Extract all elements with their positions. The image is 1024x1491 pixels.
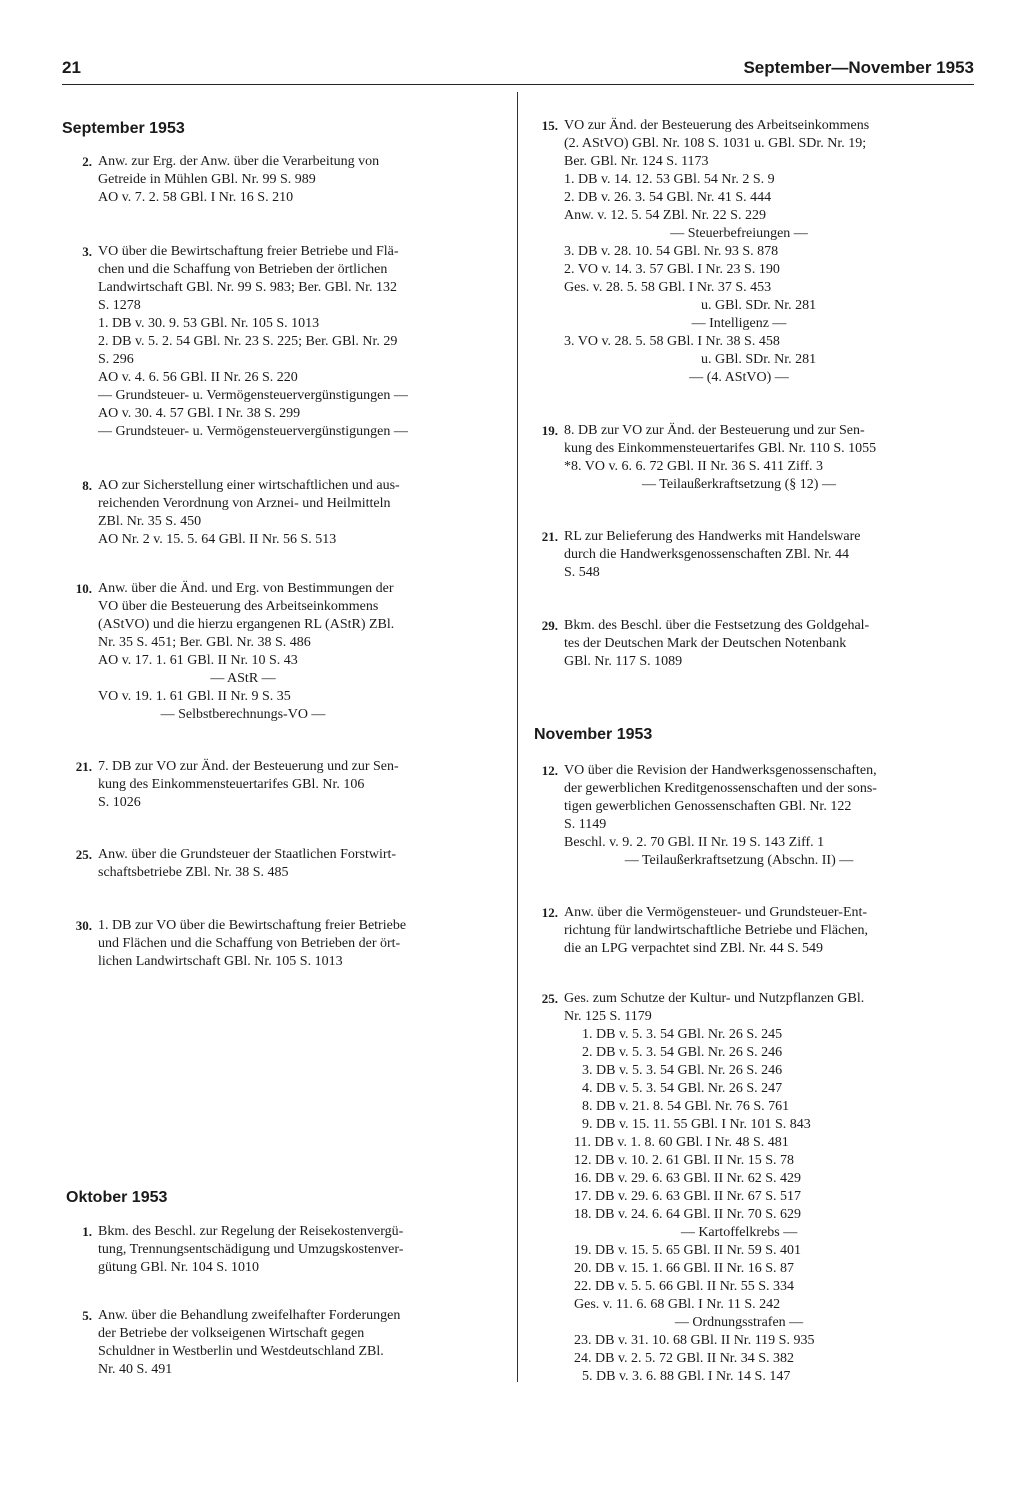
entry-date: 3. (82, 244, 92, 259)
entry-line: 3. DB v. 5. 3. 54 GBl. Nr. 26 S. 246 (582, 1063, 783, 1078)
entry-line: AO v. 17. 1. 61 GBl. II Nr. 10 S. 43 (98, 653, 298, 668)
entry-date: 19. (541, 423, 558, 438)
entry-line: gütung GBl. Nr. 104 S. 1010 (98, 1260, 260, 1275)
entry-line: 1. DB v. 5. 3. 54 GBl. Nr. 26 S. 245 (582, 1027, 783, 1042)
entry-body (98, 1307, 400, 1379)
entry-line: AO zur Sicherstellung einer wirtschaftlichen und aus- (98, 478, 400, 493)
entry-line: Ges. v. 28. 5. 58 GBl. I Nr. 37 S. 453 (564, 280, 772, 295)
entry-line: Bkm. des Beschl. über die Festsetzung des Goldgehal- (564, 618, 870, 633)
entry-line: Anw. v. 12. 5. 54 ZBl. Nr. 22 S. 229 (564, 208, 766, 223)
entry-line: 23. DB v. 31. 10. 68 GBl. II Nr. 119 S. 935 (574, 1333, 815, 1348)
entry-body (98, 1223, 403, 1277)
entry-date: 30. (75, 918, 92, 933)
entry-line: tes der Deutschen Mark der Deutschen Notenbank (564, 636, 847, 651)
entry-line: 18. DB v. 24. 6. 64 GBl. II Nr. 70 S. 629 (574, 1207, 801, 1222)
entry-line: — Selbstberechnungs-VO — (160, 707, 326, 722)
entry-line: — Teilaußerkraftsetzung (Abschn. II) — (624, 853, 854, 868)
entry-line: RL zur Belieferung des Handwerks mit Handelsware (564, 529, 861, 544)
section-title-november: November 1953 (534, 726, 653, 743)
entry-line: 2. VO v. 14. 3. 57 GBl. I Nr. 23 S. 190 (564, 262, 780, 277)
entry-body (564, 990, 914, 1386)
entry-date: 15. (541, 118, 558, 133)
entry-line: Ges. v. 11. 6. 68 GBl. I Nr. 11 S. 242 (574, 1297, 781, 1312)
entry-line: VO zur Änd. der Besteuerung des Arbeitseinkommens (564, 118, 870, 133)
entry-line: Ges. zum Schutze der Kultur- und Nutzpflanzen GBl. (564, 991, 865, 1006)
entry-body (98, 477, 400, 549)
entry-line: lichen Landwirtschaft GBl. Nr. 105 S. 1013 (98, 954, 343, 969)
entry-body (98, 153, 379, 207)
entry-line: 3. VO v. 28. 5. 58 GBl. I Nr. 38 S. 458 (564, 334, 780, 349)
entry-body (98, 580, 394, 724)
entry-date: 8. (82, 478, 92, 493)
entry-line: 22. DB v. 5. 5. 66 GBl. II Nr. 55 S. 334 (574, 1279, 794, 1294)
entry-body (564, 117, 914, 387)
entry-date: 12. (541, 905, 558, 920)
entry-line: der gewerblichen Kreditgenossenschaften und der sons- (564, 781, 877, 796)
entry-line: 20. DB v. 15. 1. 66 GBl. II Nr. 16 S. 87 (574, 1261, 794, 1276)
column-divider (517, 92, 518, 1382)
entry-date: 2. (82, 154, 92, 169)
entry-line: Anw. zur Erg. der Anw. über die Verarbeitung von (98, 154, 380, 169)
page-header (62, 58, 974, 84)
entry-line: AO v. 4. 6. 56 GBl. II Nr. 26 S. 220 (98, 370, 298, 385)
entry-line: VO v. 19. 1. 61 GBl. II Nr. 9 S. 35 (98, 689, 291, 704)
entry-line: 4. DB v. 5. 3. 54 GBl. Nr. 26 S. 247 (582, 1081, 783, 1096)
entry-line: — AStR — (210, 671, 276, 686)
entry-line: Beschl. v. 9. 2. 70 GBl. II Nr. 19 S. 143 Ziff. 1 (564, 835, 825, 850)
entry-line: — Kartoffelkrebs — (680, 1225, 798, 1240)
section-title-september: September 1953 (62, 120, 185, 137)
entry-line: 9. DB v. 15. 11. 55 GBl. I Nr. 101 S. 843 (582, 1117, 811, 1132)
entry-line: 1. DB v. 14. 12. 53 GBl. 54 Nr. 2 S. 9 (564, 172, 775, 187)
entry-line: — Teilaußerkraftsetzung (§ 12) — (642, 477, 836, 492)
entry-line: schaftsbetriebe ZBl. Nr. 38 S. 485 (98, 865, 289, 880)
entry-line: 2. DB v. 26. 3. 54 GBl. Nr. 41 S. 444 (564, 190, 772, 205)
entry-line: richtung für landwirtschaftliche Betriebe und Flächen, (564, 923, 869, 938)
entry-line: kung des Einkommensteuertarifes GBl. Nr. 110 S. 1055 (564, 441, 877, 456)
entry-date: 5. (82, 1308, 92, 1323)
entry-line: — Grundsteuer- u. Vermögensteuervergünstigungen — (98, 388, 408, 403)
entry-line: u. GBl. SDr. Nr. 281 (701, 298, 817, 313)
entry-line: 12. DB v. 10. 2. 61 GBl. II Nr. 15 S. 78 (574, 1153, 794, 1168)
entry-body (564, 617, 869, 671)
entry-line: und Flächen und die Schaffung von Betrieben der ört- (98, 936, 401, 951)
entry-line: VO über die Besteuerung des Arbeitseinkommens (98, 599, 379, 614)
entry-date: 25. (75, 847, 92, 862)
entry-date: 10. (75, 581, 92, 596)
entry-body (564, 422, 914, 494)
entry-line: tigen gewerblichen Genossenschaften GBl. Nr. 122 (564, 799, 852, 814)
entry-line: S. 296 (98, 352, 134, 367)
entry-line: S. 1026 (98, 795, 141, 810)
entry-line: 7. DB zur VO zur Änd. der Besteuerung und zur Sen- (98, 759, 399, 774)
entry-date: 21. (541, 529, 558, 544)
entry-line: Anw. über die Grundsteuer der Staatlichen Forstwirt- (98, 847, 397, 862)
entry-line: Nr. 35 S. 451; Ber. GBl. Nr. 38 S. 486 (98, 635, 311, 650)
entry-line: durch die Handwerksgenossenschaften ZBl. Nr. 44 (564, 547, 849, 562)
entry-line: 1. DB zur VO über die Bewirtschaftung freier Betriebe (98, 918, 407, 933)
entry-line: tung, Trennungsentschädigung und Umzugskostenver- (98, 1242, 404, 1257)
entry-line: 8. DB v. 21. 8. 54 GBl. Nr. 76 S. 761 (582, 1099, 790, 1114)
entry-line: S. 548 (564, 565, 600, 580)
entry-line: *8. VO v. 6. 6. 72 GBl. II Nr. 36 S. 411 Ziff. 3 (564, 459, 823, 474)
header-rule (62, 84, 974, 85)
entry-line: AO Nr. 2 v. 15. 5. 64 GBl. II Nr. 56 S. 513 (98, 532, 337, 547)
entry-line: (2. AStVO) GBl. Nr. 108 S. 1031 u. GBl. SDr. Nr. 19; (564, 136, 867, 151)
entry-body (98, 846, 396, 882)
entry-line: Getreide in Mühlen GBl. Nr. 99 S. 989 (98, 172, 316, 187)
entry-line: 8. DB zur VO zur Änd. der Besteuerung und zur Sen- (564, 423, 865, 438)
entry-line: 19. DB v. 15. 5. 65 GBl. II Nr. 59 S. 401 (574, 1243, 801, 1258)
entry-date: 25. (541, 991, 558, 1006)
running-title: September—November 1953 (743, 58, 974, 77)
entry-body (564, 904, 868, 958)
entry-line: VO über die Bewirtschaftung freier Betriebe und Flä- (98, 244, 399, 259)
entry-line: 24. DB v. 2. 5. 72 GBl. II Nr. 34 S. 382 (574, 1351, 794, 1366)
entry-line: 5. DB v. 3. 6. 88 GBl. I Nr. 14 S. 147 (582, 1369, 791, 1384)
entry-line: chen und die Schaffung von Betrieben der örtlichen (98, 262, 388, 277)
entry-line: VO über die Revision der Handwerksgenossenschaften, (564, 763, 877, 778)
entry-line: AO v. 30. 4. 57 GBl. I Nr. 38 S. 299 (98, 406, 301, 421)
entry-line: die an LPG verpachtet sind ZBl. Nr. 44 S. 549 (564, 941, 823, 956)
entry-body (98, 758, 399, 812)
entry-body (564, 528, 861, 582)
entry-line: ZBl. Nr. 35 S. 450 (98, 514, 202, 529)
entry-line: Anw. über die Änd. und Erg. von Bestimmungen der (98, 581, 394, 596)
page-number: 21 (62, 58, 81, 77)
entry-date: 12. (541, 763, 558, 778)
entry-date: 1. (82, 1224, 92, 1239)
entry-line: — Steuerbefreiungen — (670, 226, 808, 241)
entry-line: — (4. AStVO) — (689, 370, 789, 385)
entry-line: 17. DB v. 29. 6. 63 GBl. II Nr. 67 S. 517 (574, 1189, 801, 1204)
entry-line: (AStVO) und die hierzu ergangenen RL (AStR) ZBl. (98, 617, 395, 632)
entry-date: 21. (75, 759, 92, 774)
section-title-oktober: Oktober 1953 (66, 1189, 168, 1206)
entry-line: 16. DB v. 29. 6. 63 GBl. II Nr. 62 S. 429 (574, 1171, 801, 1186)
entry-line: Anw. über die Vermögensteuer- und Grundsteuer-Ent- (564, 905, 868, 920)
entry-line: — Ordnungsstrafen — (674, 1315, 804, 1330)
entry-line: reichenden Verordnung von Arznei- und Heilmitteln (98, 496, 391, 511)
entry-line: S. 1149 (564, 817, 607, 832)
entry-body (98, 243, 408, 441)
entry-line: 2. DB v. 5. 3. 54 GBl. Nr. 26 S. 246 (582, 1045, 783, 1060)
entry-line: 3. DB v. 28. 10. 54 GBl. Nr. 93 S. 878 (564, 244, 779, 259)
entry-line: Bkm. des Beschl. zur Regelung der Reisekostenvergü- (98, 1224, 404, 1239)
entry-line: Schuldner in Westberlin und Westdeutschland ZBl. (98, 1344, 384, 1359)
entry-line: — Intelligenz — (691, 316, 787, 331)
entry-line: 1. DB v. 30. 9. 53 GBl. Nr. 105 S. 1013 (98, 316, 320, 331)
entry-date: 29. (541, 618, 558, 633)
entry-line: Nr. 125 S. 1179 (564, 1009, 652, 1024)
entry-body (98, 917, 406, 971)
entry-line: GBl. Nr. 117 S. 1089 (564, 654, 683, 669)
entry-line: — Grundsteuer- u. Vermögensteuervergünstigungen — (98, 424, 408, 439)
entry-line: kung des Einkommensteuertarifes GBl. Nr. 106 (98, 777, 365, 792)
entry-line: AO v. 7. 2. 58 GBl. I Nr. 16 S. 210 (98, 190, 294, 205)
entry-line: u. GBl. SDr. Nr. 281 (701, 352, 817, 367)
entry-body (564, 762, 914, 870)
entry-line: 11. DB v. 1. 8. 60 GBl. I Nr. 48 S. 481 (574, 1135, 789, 1150)
entry-line: Ber. GBl. Nr. 124 S. 1173 (564, 154, 709, 169)
entry-line: Nr. 40 S. 491 (98, 1362, 173, 1377)
entry-line: der Betriebe der volkseigenen Wirtschaft gegen (98, 1326, 365, 1341)
entry-line: S. 1278 (98, 298, 141, 313)
entry-line: Anw. über die Behandlung zweifelhafter Forderungen (98, 1308, 401, 1323)
entry-line: Landwirtschaft GBl. Nr. 99 S. 983; Ber. GBl. Nr. 132 (98, 280, 398, 295)
entry-line: 2. DB v. 5. 2. 54 GBl. Nr. 23 S. 225; Ber. GBl. Nr. 29 (98, 334, 398, 349)
